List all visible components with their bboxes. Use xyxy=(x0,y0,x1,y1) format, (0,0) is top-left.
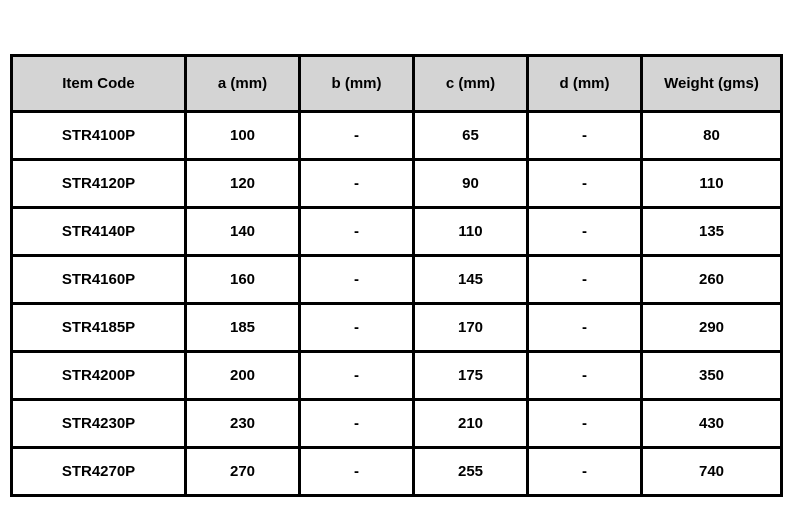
cell-b: - xyxy=(300,256,414,304)
cell-a: 160 xyxy=(186,256,300,304)
table-row xyxy=(12,256,782,304)
cell-c: 90 xyxy=(414,160,528,208)
cell-weight: 430 xyxy=(642,400,782,448)
cell-b: - xyxy=(300,304,414,352)
column-header-item-code: Item Code xyxy=(12,56,186,112)
cell-a: 200 xyxy=(186,352,300,400)
cell-item-code: STR4160P xyxy=(12,256,186,304)
cell-c: 65 xyxy=(414,112,528,160)
cell-d: - xyxy=(528,304,642,352)
cell-c: 210 xyxy=(414,400,528,448)
table-row xyxy=(12,304,782,352)
cell-d: - xyxy=(528,256,642,304)
table-row xyxy=(12,160,782,208)
cell-d: - xyxy=(528,352,642,400)
column-header-c: c (mm) xyxy=(414,56,528,112)
cell-d: - xyxy=(528,448,642,496)
table-row xyxy=(12,448,782,496)
cell-weight: 260 xyxy=(642,256,782,304)
table-row xyxy=(12,352,782,400)
cell-a: 185 xyxy=(186,304,300,352)
cell-b: - xyxy=(300,112,414,160)
column-header-d: d (mm) xyxy=(528,56,642,112)
cell-c: 145 xyxy=(414,256,528,304)
cell-weight: 135 xyxy=(642,208,782,256)
cell-item-code: STR4120P xyxy=(12,160,186,208)
table-row xyxy=(12,208,782,256)
table-header xyxy=(12,56,782,112)
table-header-row xyxy=(12,56,782,112)
cell-c: 175 xyxy=(414,352,528,400)
cell-d: - xyxy=(528,208,642,256)
cell-c: 110 xyxy=(414,208,528,256)
cell-item-code: STR4100P xyxy=(12,112,186,160)
column-header-b: b (mm) xyxy=(300,56,414,112)
cell-weight: 350 xyxy=(642,352,782,400)
cell-b: - xyxy=(300,352,414,400)
cell-weight: 290 xyxy=(642,304,782,352)
table-row xyxy=(12,112,782,160)
cell-a: 230 xyxy=(186,400,300,448)
cell-a: 140 xyxy=(186,208,300,256)
column-header-a: a (mm) xyxy=(186,56,300,112)
cell-b: - xyxy=(300,208,414,256)
cell-b: - xyxy=(300,448,414,496)
cell-c: 255 xyxy=(414,448,528,496)
cell-weight: 80 xyxy=(642,112,782,160)
cell-d: - xyxy=(528,112,642,160)
cell-b: - xyxy=(300,160,414,208)
cell-a: 270 xyxy=(186,448,300,496)
spec-table-container xyxy=(10,54,780,497)
cell-d: - xyxy=(528,160,642,208)
cell-a: 100 xyxy=(186,112,300,160)
column-header-weight: Weight (gms) xyxy=(642,56,782,112)
specification-table xyxy=(10,54,783,497)
table-body xyxy=(12,112,782,496)
cell-item-code: STR4270P xyxy=(12,448,186,496)
table-row xyxy=(12,400,782,448)
cell-d: - xyxy=(528,400,642,448)
cell-item-code: STR4140P xyxy=(12,208,186,256)
cell-weight: 110 xyxy=(642,160,782,208)
cell-a: 120 xyxy=(186,160,300,208)
cell-item-code: STR4185P xyxy=(12,304,186,352)
cell-b: - xyxy=(300,400,414,448)
cell-weight: 740 xyxy=(642,448,782,496)
cell-c: 170 xyxy=(414,304,528,352)
cell-item-code: STR4230P xyxy=(12,400,186,448)
cell-item-code: STR4200P xyxy=(12,352,186,400)
